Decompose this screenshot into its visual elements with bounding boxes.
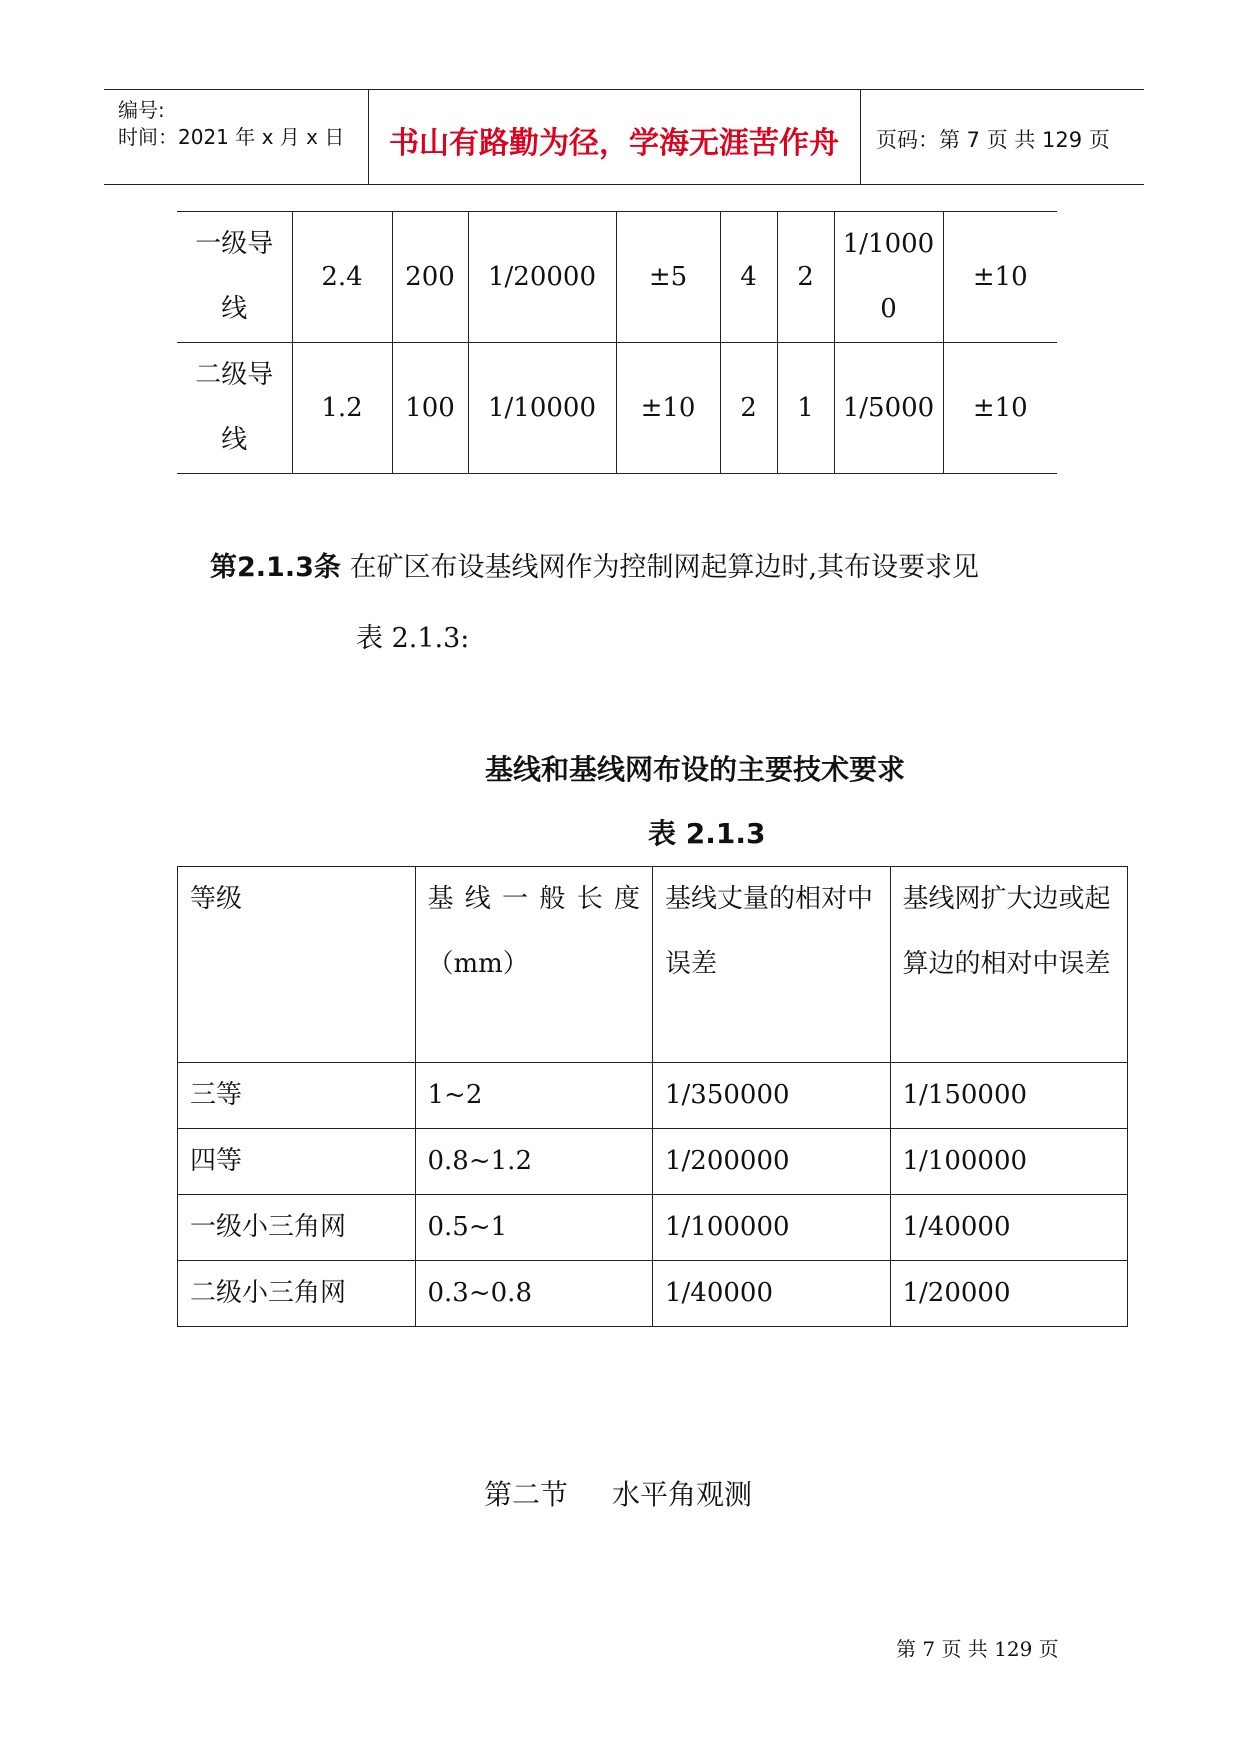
clause-text-continued: 表 2.1.3: [356,623,470,654]
table-cell: ±10 [943,343,1057,474]
table-cell: 4 [720,212,777,343]
table-cell: 一级小三角网 [178,1195,416,1261]
table-header-cell: 基线一般长度（mm） [415,867,653,1063]
table-cell: ±10 [616,343,720,474]
table-cell: 200 [392,212,468,343]
header-divider [860,90,861,184]
section-number: 第二节 [484,1478,569,1511]
table-cell: 1/20000 [468,212,616,343]
table-cell: 1.2 [292,343,392,474]
baseline-requirements-table [177,866,1128,1327]
table-row [177,343,1057,474]
table-cell: 1/40000 [653,1261,891,1327]
table-cell: 1/350000 [653,1063,891,1129]
table-cell: ±10 [943,212,1057,343]
table-cell: 1/100000 [890,1129,1128,1195]
header-motto: 书山有路勤为径，学海无涯苦作舟 [389,126,839,161]
table-row [177,212,1057,343]
table-row [178,1261,1128,1327]
table-cell: 2 [777,212,834,343]
page-header [104,89,1144,185]
table-cell: 1/100000 [653,1195,891,1261]
table-cell: 1~2 [415,1063,653,1129]
table-number: 表 2.1.3 [648,817,766,850]
table-title: 基线和基线网布设的主要技术要求 [484,753,905,786]
table-cell: 一级导线 [177,212,292,343]
table-cell: 0.5~1 [415,1195,653,1261]
table-cell: 2.4 [292,212,392,343]
table-cell: 二级导线 [177,343,292,474]
document-code-label: 编号: [118,98,165,122]
clause-paragraph [210,548,979,588]
table-cell: 四等 [178,1129,416,1195]
table-cell: 三等 [178,1063,416,1129]
table-cell: 二级小三角网 [178,1261,416,1327]
page-footer: 第 7 页 共 129 页 [896,1637,1059,1661]
table-row [178,1129,1128,1195]
table-row [178,1063,1128,1129]
document-time-label: 时间：2021 年 x 月 x 日 [118,125,345,149]
table-cell: 0.8~1.2 [415,1129,653,1195]
traverse-table [177,211,1057,474]
section-title: 水平角观测 [612,1478,753,1511]
table-cell: 1/20000 [890,1261,1128,1327]
header-page-number: 页码：第 7 页 共 129 页 [876,128,1110,152]
clause-number: 第2.1.3条 [210,552,341,583]
table-row [178,1195,1128,1261]
table-header-row [178,867,1128,1063]
table-cell: 1/10000 [834,212,943,343]
table-cell: 1/200000 [653,1129,891,1195]
clause-text: 在矿区布设基线网作为控制网起算边时,其布设要求见 [349,552,980,583]
table-cell: 0.3~0.8 [415,1261,653,1327]
table-cell: 1 [777,343,834,474]
table-cell: 100 [392,343,468,474]
section-heading [484,1473,752,1513]
table-header-cell: 等级 [178,867,416,1063]
table-header-cell: 基线丈量的相对中误差 [653,867,891,1063]
table-cell: 1/10000 [468,343,616,474]
table-cell: 1/40000 [890,1195,1128,1261]
table-header-cell: 基线网扩大边或起算边的相对中误差 [890,867,1128,1063]
table-cell: ±5 [616,212,720,343]
table-cell: 1/5000 [834,343,943,474]
table-cell: 1/150000 [890,1063,1128,1129]
table-cell: 2 [720,343,777,474]
